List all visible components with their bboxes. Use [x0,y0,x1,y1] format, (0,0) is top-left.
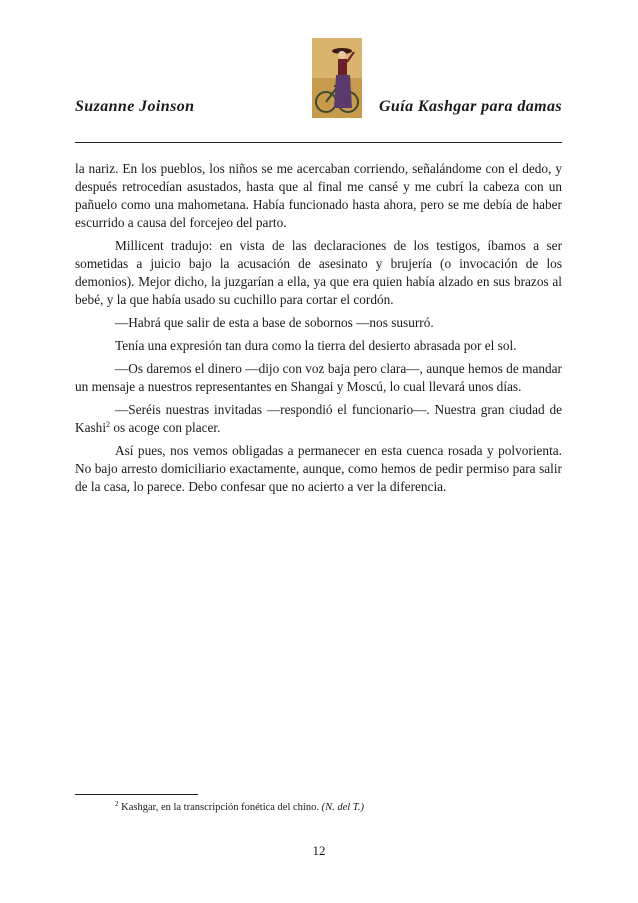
paragraph-1: la nariz. En los pueblos, los niños se me acercaban corriendo, señalándome con el dedo, y después retrocedían asustados, hasta que al final me cansé y me cubrí la cabeza con un pañuelo como una mahometana. Había funcionado hasta ahora, pero se me debía de haber escurrido a causa del forcejeo del parto. [75,161,562,230]
footnote-translator-note: (N. del T.) [321,802,364,813]
paragraph-6-text-before: —Seréis nuestras invitadas —respondió el funcionario—. Nuestra gran ciudad de Kashi [75,402,562,435]
footnote-divider [75,794,198,795]
footnote-number: 2 [115,800,119,808]
paragraph-6 [75,401,562,437]
paragraph-4: Tenía una expresión tan dura como la tierra del desierto abrasada por el sol. [115,338,517,353]
paragraph-5: —Os daremos el dinero —dijo con voz baja pero clara—, aunque hemos de mandar un mensaje a nuestros representantes en Shangai y Moscú, lo cual llevará unos días. [75,361,562,394]
header-book-title: Guía Kashgar para damas [378,98,562,115]
footnote-reference: 2 [106,420,111,429]
paragraph-2: Millicent tradujo: en vista de las declaraciones de los testigos, íbamos a ser sometidas a juicio bajo la acusación de asesinato y brujería (o invocación de los demonios). Mejor dicho, la juzgarían a ella, ya que era quien había alzado en sus brazos al bebé, y la que había usado su cuchillo para cortar el cordón. [75,238,562,307]
paragraph-7: Así pues, nos vemos obligadas a permanecer en esta cuenca rosada y polvorienta. No bajo arresto domiciliario exactamente, aunque, como hemos de pedir permiso para salir de la casa, lo parece. Debo confesar que no acierto a ver la diferencia. [75,443,562,494]
body-text [75,160,562,501]
paragraph-6-text-after: os acoge con placer. [110,420,221,435]
paragraph-3: —Habrá que salir de esta a base de sobornos —nos susurró. [115,315,434,330]
header-author: Suzanne Joinson [75,98,195,115]
running-header [75,96,562,143]
footnote-text: Kashgar, en la transcripción fonética del chino. [118,802,322,813]
footnote [115,801,364,815]
page-number: 12 [312,843,326,858]
